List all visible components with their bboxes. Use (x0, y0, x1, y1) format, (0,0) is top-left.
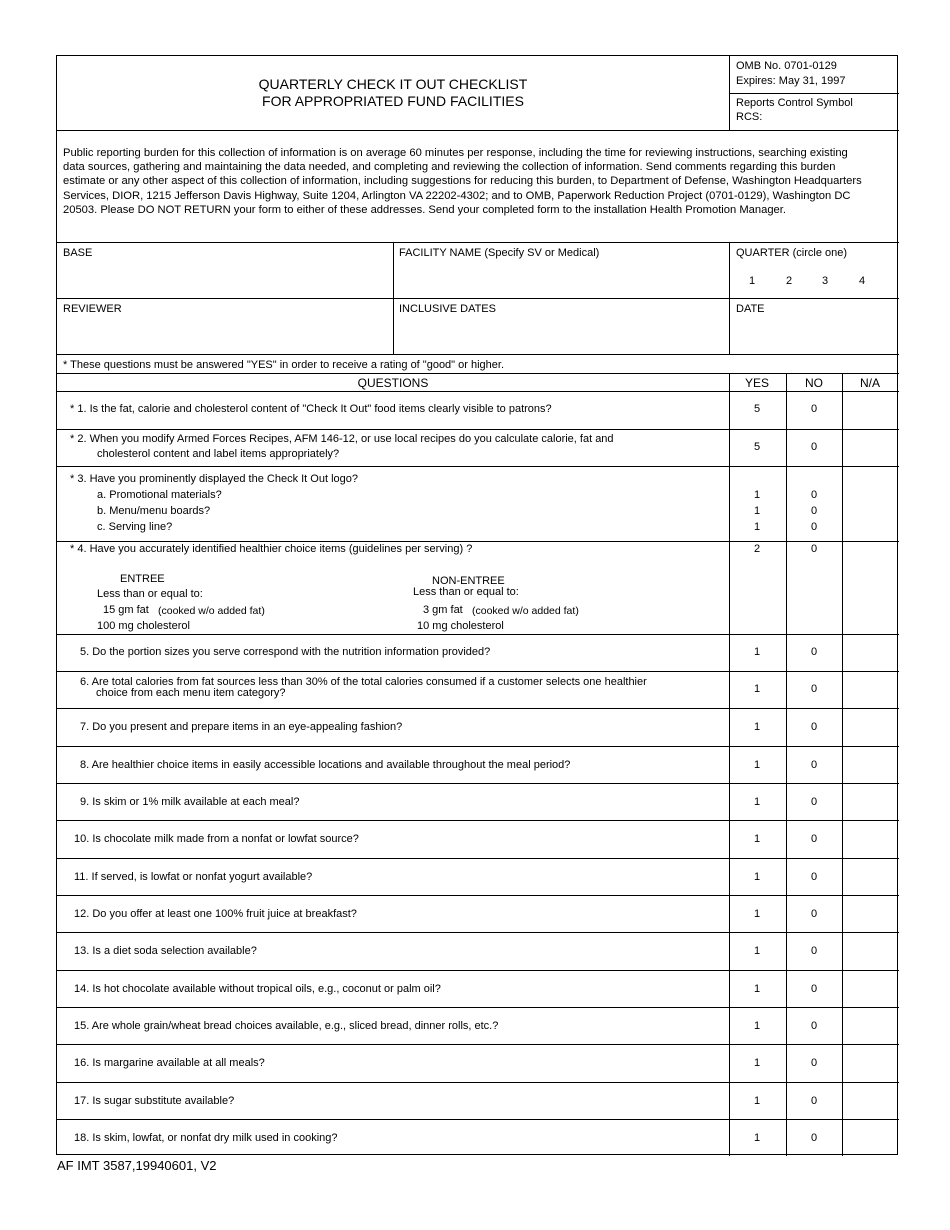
question-text: 9. Is skim or 1% milk available at each meal? (80, 796, 300, 808)
yes-points[interactable]: 5 (753, 403, 761, 415)
question-text: 7. Do you present and prepare items in an eye-appealing fashion? (80, 721, 403, 733)
no-points[interactable]: 0 (810, 1020, 818, 1032)
no-points[interactable]: 0 (810, 403, 818, 415)
question-row-10 (57, 821, 899, 858)
rcs-label: Reports Control Symbol (736, 97, 853, 109)
yes-points[interactable]: 1 (753, 1057, 761, 1069)
no-points[interactable]: 0 (810, 908, 818, 920)
nonentree-title: NON-ENTREE (432, 575, 505, 587)
no-points[interactable]: 0 (810, 871, 818, 883)
yes-points[interactable]: 1 (753, 796, 761, 808)
question-text: 15. Are whole grain/wheat bread choices available, e.g., sliced bread, dinner rolls, etc.? (74, 1020, 499, 1032)
no-points[interactable]: 0 (810, 1132, 818, 1144)
question-text: 17. Is sugar substitute available? (74, 1095, 235, 1107)
entree-less-than: Less than or equal to: (97, 588, 203, 600)
question-text: 10. Is chocolate milk made from a nonfat or lowfat source? (74, 833, 359, 845)
facility-name-field[interactable] (397, 262, 725, 294)
no-points[interactable]: 0 (810, 796, 818, 808)
no-column-header: NO (805, 376, 823, 390)
question-text: 13. Is a diet soda selection available? (74, 945, 257, 957)
questions-column-header: QUESTIONS (357, 376, 429, 390)
question-text: 8. Are healthier choice items in easily accessible locations and available throughout the meal period? (80, 759, 571, 771)
yes-points[interactable]: 1 (753, 1132, 761, 1144)
quarter-option-1[interactable]: 1 (749, 275, 756, 287)
question-row-5 (57, 635, 899, 672)
inclusive-dates-field[interactable] (397, 318, 725, 350)
no-points[interactable]: 0 (810, 759, 818, 771)
question-row-12 (57, 896, 899, 933)
omb-number: OMB No. 0701-0129 (736, 60, 837, 72)
question-text: * 4. Have you accurately identified healthier choice items (guidelines per serving) ? (70, 543, 473, 555)
no-points[interactable]: 0 (810, 1095, 818, 1107)
base-label: BASE (63, 247, 93, 259)
date-label: DATE (736, 303, 765, 315)
yes-points[interactable]: 1 (753, 759, 761, 771)
question-row-17 (57, 1083, 899, 1120)
question-text: 12. Do you offer at least one 100% fruit juice at breakfast? (74, 908, 357, 920)
question-text: * 1. Is the fat, calorie and cholesterol content of "Check It Out" food items clearly visible to patrons? (70, 403, 552, 415)
sub-item-c-yes[interactable]: 1 (753, 521, 761, 533)
question-row-1 (57, 392, 899, 429)
question-text: 16. Is margarine available at all meals? (74, 1057, 265, 1069)
expiration-date: Expires: May 31, 1997 (736, 75, 846, 87)
no-points[interactable]: 0 (810, 721, 818, 733)
quarter-option-4[interactable]: 4 (859, 275, 866, 287)
question-row-8 (57, 747, 899, 784)
burden-statement: Public reporting burden for this collection of information is on average 60 minutes per response, including the time for reviewing instructions, searching existing data sources, gathering and maintaining the data needed, and completing and reviewing the collection of information. Send comments regarding this burden estimate or any other aspect of this collection of information, including suggestions for reducing this burden, to Department of Defense, Washington Headquarters Services, DIOR, 1215 Jefferson Davis Highway, Suite 1204, Arlington VA 22202-4302; and to OMB, Paperwork Reduction Project (0701-0129), Washington DC 20503. Please DO NOT RETURN your form to either of these addresses. Send your completed form to the installation Health Promotion Manager. (63, 147, 862, 216)
yes-points[interactable]: 5 (753, 441, 761, 453)
yes-points[interactable]: 1 (753, 646, 761, 658)
entree-fat-note: (cooked w/o added fat) (158, 605, 265, 617)
sub-item-c-label: c. Serving line? (97, 521, 173, 533)
question-row-14 (57, 971, 899, 1008)
date-field[interactable] (733, 318, 895, 350)
question-row-18 (57, 1120, 899, 1156)
entree-fat: 15 gm fat (103, 604, 149, 616)
question-text: 18. Is skim, lowfat, or nonfat dry milk used in cooking? (74, 1132, 338, 1144)
question-text-line2: cholesterol content and label items appropriately? (97, 448, 340, 460)
question-row-15 (57, 1008, 899, 1045)
question-row-11 (57, 859, 899, 896)
yes-points[interactable]: 1 (753, 908, 761, 920)
question-text: 11. If served, is lowfat or nonfat yogurt available? (74, 871, 313, 883)
question-row-7 (57, 709, 899, 746)
question-text-line1: * 2. When you modify Armed Forces Recipes, AFM 146-12, or use local recipes do you calculate calorie, fat and (70, 433, 614, 445)
yes-points[interactable]: 1 (753, 983, 761, 995)
no-points[interactable]: 0 (810, 646, 818, 658)
question-row-16 (57, 1045, 899, 1082)
base-field[interactable] (59, 262, 389, 294)
question-text-line1: 6. Are total calories from fat sources less than 30% of the total calories consumed if a customer selects one healthier (80, 676, 647, 688)
form-title-line1: QUARTERLY CHECK IT OUT CHECKLIST (258, 76, 528, 92)
yes-points[interactable]: 2 (753, 543, 761, 555)
quarter-label: QUARTER (circle one) (736, 247, 848, 259)
sub-item-a-label: a. Promotional materials? (97, 489, 222, 501)
form-title-line2: FOR APPROPRIATED FUND FACILITIES (262, 93, 524, 109)
question-row-3 (57, 467, 899, 541)
nonentree-cholesterol: 10 mg cholesterol (417, 620, 504, 632)
rcs-value: RCS: (736, 111, 763, 123)
question-row-13 (57, 933, 899, 970)
required-note: * These questions must be answered "YES" in order to receive a rating of "good" or higher. (63, 359, 504, 371)
nonentree-fat: 3 gm fat (423, 604, 463, 616)
question-text: * 3. Have you prominently displayed the Check It Out logo? (70, 473, 358, 485)
sub-item-b-label: b. Menu/menu boards? (97, 505, 211, 517)
entree-title: ENTREE (120, 573, 165, 585)
yes-points[interactable]: 1 (753, 683, 761, 695)
quarter-option-3[interactable]: 3 (822, 275, 829, 287)
yes-points[interactable]: 1 (753, 833, 761, 845)
no-points[interactable]: 0 (810, 441, 818, 453)
no-points[interactable]: 0 (810, 945, 818, 957)
yes-column-header: YES (744, 376, 769, 390)
no-points[interactable]: 0 (810, 833, 818, 845)
question-row-6 (57, 672, 899, 709)
nonentree-less-than: Less than or equal to: (413, 586, 519, 598)
no-points[interactable]: 0 (810, 683, 818, 695)
question-row-4 (57, 542, 899, 634)
facility-name-label: FACILITY NAME (Specify SV or Medical) (399, 247, 600, 259)
no-points[interactable]: 0 (810, 543, 818, 555)
checklist-form (56, 55, 898, 1155)
question-text: 5. Do the portion sizes you serve correspond with the nutrition information provided? (80, 646, 491, 658)
yes-points[interactable]: 1 (753, 945, 761, 957)
quarter-option-2[interactable]: 2 (786, 275, 793, 287)
yes-points[interactable]: 1 (753, 721, 761, 733)
question-text-line2: choice from each menu item category? (96, 687, 286, 699)
nonentree-fat-note: (cooked w/o added fat) (472, 605, 579, 617)
reviewer-label: REVIEWER (63, 303, 122, 315)
no-points[interactable]: 0 (810, 983, 818, 995)
sub-item-a-no[interactable]: 0 (810, 489, 818, 501)
sub-item-c-no[interactable]: 0 (810, 521, 818, 533)
entree-cholesterol: 100 mg cholesterol (97, 620, 190, 632)
question-row-9 (57, 784, 899, 821)
na-column-header: N/A (859, 376, 880, 390)
sub-item-b-yes[interactable]: 1 (753, 505, 761, 517)
no-points[interactable]: 0 (810, 1057, 818, 1069)
yes-points[interactable]: 1 (753, 1020, 761, 1032)
sub-item-a-yes[interactable]: 1 (753, 489, 761, 501)
yes-points[interactable]: 1 (753, 1095, 761, 1107)
form-footer-id: AF IMT 3587,19940601, V2 (57, 1158, 217, 1173)
yes-points[interactable]: 1 (753, 871, 761, 883)
question-row-2 (57, 430, 899, 467)
reviewer-field[interactable] (59, 318, 389, 350)
question-text: 14. Is hot chocolate available without tropical oils, e.g., coconut or palm oil? (74, 983, 441, 995)
sub-item-b-no[interactable]: 0 (810, 505, 818, 517)
inclusive-dates-label: INCLUSIVE DATES (399, 303, 496, 315)
